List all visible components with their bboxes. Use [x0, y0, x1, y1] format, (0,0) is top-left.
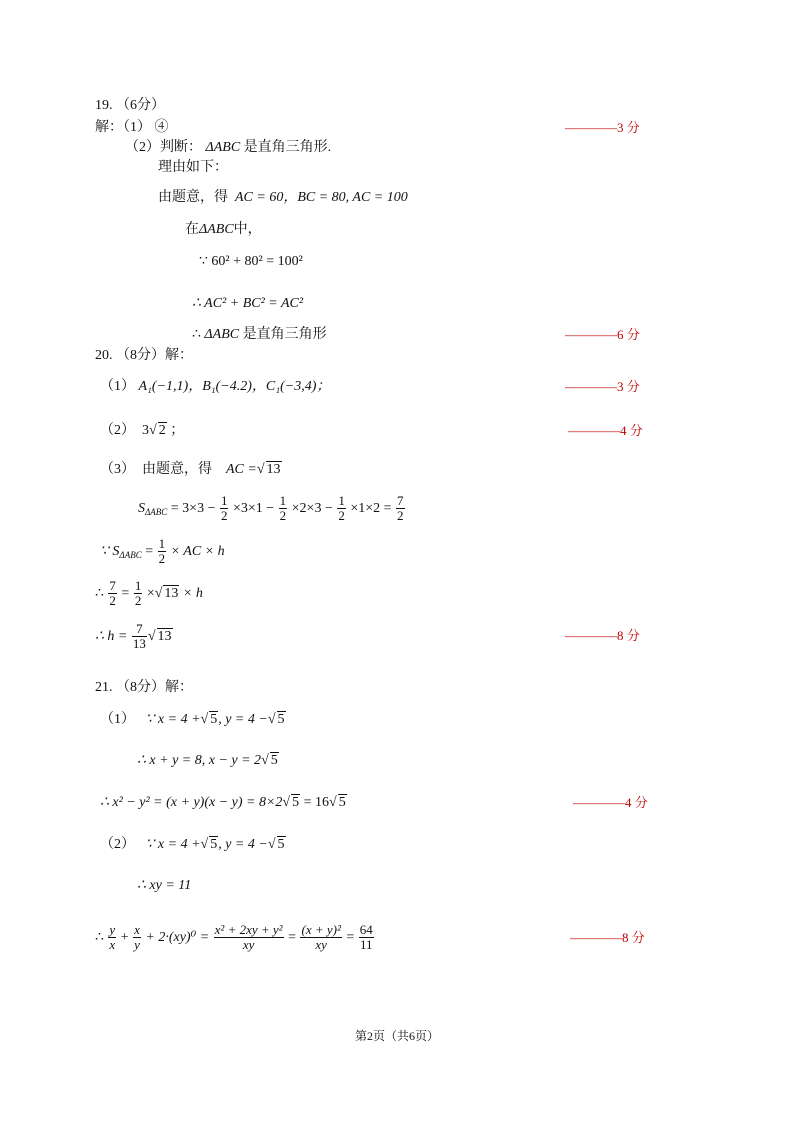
q20-therefore-eq: = [121, 586, 130, 601]
q21-frac-result [359, 923, 374, 952]
q19-part2-triangle: ΔABC [205, 140, 241, 155]
q19-in-triangle [185, 221, 262, 239]
q20-header: 20. （8分）解： [95, 348, 193, 363]
q21-frac-expanded [214, 923, 284, 952]
q19-therefore2-sym: ∴ [192, 327, 201, 342]
q19-reason: 理由如下： [158, 160, 228, 175]
q20-therefore-line: ∴ $\frac{7}{2}$ = $\frac{1}{2}$ ×√ 13 × h [95, 578, 203, 609]
frac-num: (x + y)² [301, 922, 341, 938]
frac-den: 2 [109, 593, 116, 609]
q19-in-suffix: 中， [233, 222, 262, 237]
frac-num: 1 [220, 493, 228, 509]
q21-p2-label: （2） [100, 837, 135, 852]
q20-area-expr2: ×3×1 − [232, 501, 275, 516]
q20-h-line: ∴ h = $\frac{7}{13}$ √ 13 [95, 621, 172, 652]
q20-p2-tail: ； [170, 423, 185, 438]
q20-p2-score: ————4 分 [568, 423, 643, 438]
q20-because-eq: = [145, 544, 154, 559]
q20-p3-label: （3） [100, 462, 135, 477]
frac-den: 11 [360, 937, 373, 953]
page-footer: 第2页（共6页） [354, 1029, 439, 1043]
q20-h-lhs: ∴ h = [95, 629, 128, 644]
q20-p2-radicand: 2 [158, 423, 166, 438]
q21-frac-yx [108, 923, 116, 952]
frac-num: 7 [109, 578, 116, 594]
q20-half-frac-3 [337, 494, 346, 523]
q20-p2-label: （2） [100, 423, 135, 438]
q20-therefore-frac2 [134, 579, 143, 608]
q20-h-radicand: 13 [157, 629, 172, 644]
frac-num: 64 [359, 922, 373, 938]
frac-den: xy [242, 937, 255, 953]
q21-rad-f: 5 [210, 837, 218, 852]
q21-p1-line1-a: ∵ x = 4 + [145, 712, 201, 727]
q21-plus2: + 2·(xy)⁰ = [145, 930, 210, 945]
q19-therefore2-tri: ΔABC [204, 327, 240, 342]
q21-eq1: = [288, 930, 296, 945]
q19-therefore2-text: 是直角三角形 [242, 327, 327, 342]
q21-p1-line1: （1） ∵ x = 4 +√ 5, y = 4 −√ 5 [100, 712, 285, 727]
frac-num: 1 [134, 578, 142, 594]
frac-den: x [109, 937, 116, 953]
q20-p1-coords: A₁(−1,1)，B₁(−4.2)，C₁(−3,4)； [138, 379, 331, 394]
q19-given [158, 189, 408, 207]
q21-header: 21. （8分）解： [95, 680, 193, 695]
q20-p3-given-prefix: 由题意，得 [142, 462, 212, 477]
q20-area-expr3: ×2×3 − [291, 501, 333, 516]
q21-rad-a: 5 [210, 712, 218, 727]
q21-rad-c: 5 [270, 753, 278, 768]
q21-p1-score: ————4 分 [573, 795, 648, 810]
q21-p2-sym: ∴ [95, 930, 104, 945]
q21-p2-line1: （2） ∵ x = 4 +√ 5, y = 4 −√ 5 [100, 837, 285, 852]
q20-final-score: ————8 分 [565, 628, 640, 643]
q21-p2-line3 [95, 920, 375, 956]
q20-area-expr1: = 3×3 − [170, 501, 216, 516]
q20-p3-given-radicand: 13 [266, 462, 281, 477]
q20-half-frac-1 [220, 494, 229, 523]
frac-den: 2 [397, 508, 404, 524]
frac-den: 2 [134, 593, 142, 609]
frac-num: 1 [158, 536, 166, 552]
q20-because-tail: × AC × h [170, 544, 225, 559]
q20-therefore-times: × [146, 586, 155, 601]
q21-eq2: = [346, 930, 355, 945]
q19-header: 19. （6分） [95, 98, 165, 113]
q20-p3: （3） 由题意，得 AC =√ 13 [100, 462, 281, 477]
frac-den: 2 [338, 508, 345, 524]
q21-p1-label: （1） [100, 712, 135, 727]
frac-num: 1 [338, 493, 345, 509]
q19-in-prefix: 在 [185, 222, 199, 237]
q20-because-sub: ΔABC [119, 550, 142, 560]
frac-num: 7 [132, 622, 147, 637]
q20-half-frac-2 [279, 494, 288, 523]
q21-frac-xy [133, 923, 141, 952]
q20-area-sub: ΔABC [145, 507, 168, 517]
q21-rad-d: 5 [292, 795, 300, 810]
q20-because-frac [158, 537, 167, 566]
frac-num: x [134, 922, 140, 938]
q20-area-expr4: ×1×2 = [350, 501, 392, 516]
frac-den: xy [315, 937, 327, 953]
q20-p2-coef: 3 [142, 423, 149, 438]
q20-therefore-radicand: 13 [164, 586, 179, 601]
frac-num: 7 [397, 493, 404, 509]
q19-given-prefix: 由题意，得 [158, 190, 228, 205]
q19-therefore2 [192, 326, 327, 344]
q20-because-prefix: ∵ S [100, 544, 120, 559]
q19-in-triangle-name: ΔABC [199, 222, 234, 237]
frac-num: x² + 2xy + y² [214, 922, 283, 938]
q20-area-line [138, 492, 406, 529]
q20-p1 [100, 378, 330, 396]
q19-part1-score: ————3 分 [565, 120, 640, 135]
q21-rad-e: 5 [338, 795, 346, 810]
q20-p1-score: ————3 分 [565, 379, 640, 394]
q20-p3-given-lhs: AC = [226, 462, 257, 477]
q19-part2-text: 是直角三角形. [243, 140, 332, 155]
frac-num: 1 [279, 493, 287, 509]
q21-p1-line1-b: , y = 4 − [218, 712, 268, 727]
frac-den: 2 [220, 508, 228, 524]
q19-given-values: AC = 60，BC = 80, AC = 100 [235, 190, 408, 205]
q19-final-score: ————6 分 [565, 327, 640, 342]
q20-because-line [100, 535, 225, 572]
q19-part1: 解：（1） ④ [95, 120, 169, 135]
q21-p1-line2: ∴ x + y = 8, x − y = 2√ 5 [137, 753, 278, 768]
q21-p2-line2: ∴ xy = 11 [137, 878, 192, 893]
q19-part2 [125, 139, 331, 157]
q20-area-lhs: S [138, 501, 145, 516]
q21-p1-line3: ∴ x² − y² = (x + y)(x − y) = 8×2√ 5 = 16√ 5 [100, 795, 346, 810]
q21-rad-b: 5 [277, 712, 285, 727]
q21-frac-square [300, 923, 341, 952]
q21-p1-line2-a: ∴ x + y = 8, x − y = 2 [137, 753, 262, 768]
frac-num: y [109, 922, 116, 938]
frac-den: y [134, 937, 140, 953]
q20-p2 [100, 422, 184, 440]
q20-h-frac [132, 622, 147, 651]
q20-seven-half [396, 494, 405, 523]
q19-because: ∵ 60² + 80² = 100² [199, 254, 303, 269]
q21-p2-line1-a: ∵ x = 4 + [145, 837, 201, 852]
q21-rad-g: 5 [277, 837, 285, 852]
frac-den: 2 [158, 551, 166, 567]
frac-den: 13 [132, 636, 146, 652]
q21-p1-line3-a: ∴ x² − y² = (x + y)(x − y) = 8×2 [100, 795, 283, 810]
q21-plus: + [120, 930, 129, 945]
frac-den: 2 [279, 508, 287, 524]
q21-final-score: ————8 分 [570, 930, 645, 945]
q20-therefore-frac1 [108, 579, 117, 608]
q20-p1-label: （1） [100, 379, 135, 394]
q19-part2-label: （2）判断： [125, 140, 202, 155]
q20-therefore-h: × h [182, 586, 203, 601]
q20-therefore-sym: ∴ [95, 586, 104, 601]
q20-p2-root: √ 2 [149, 423, 166, 438]
q21-p1-line3-b: = 16 [303, 795, 330, 810]
q21-p2-line1-b: , y = 4 − [218, 837, 268, 852]
q19-therefore1: ∴ AC² + BC² = AC² [192, 296, 304, 311]
